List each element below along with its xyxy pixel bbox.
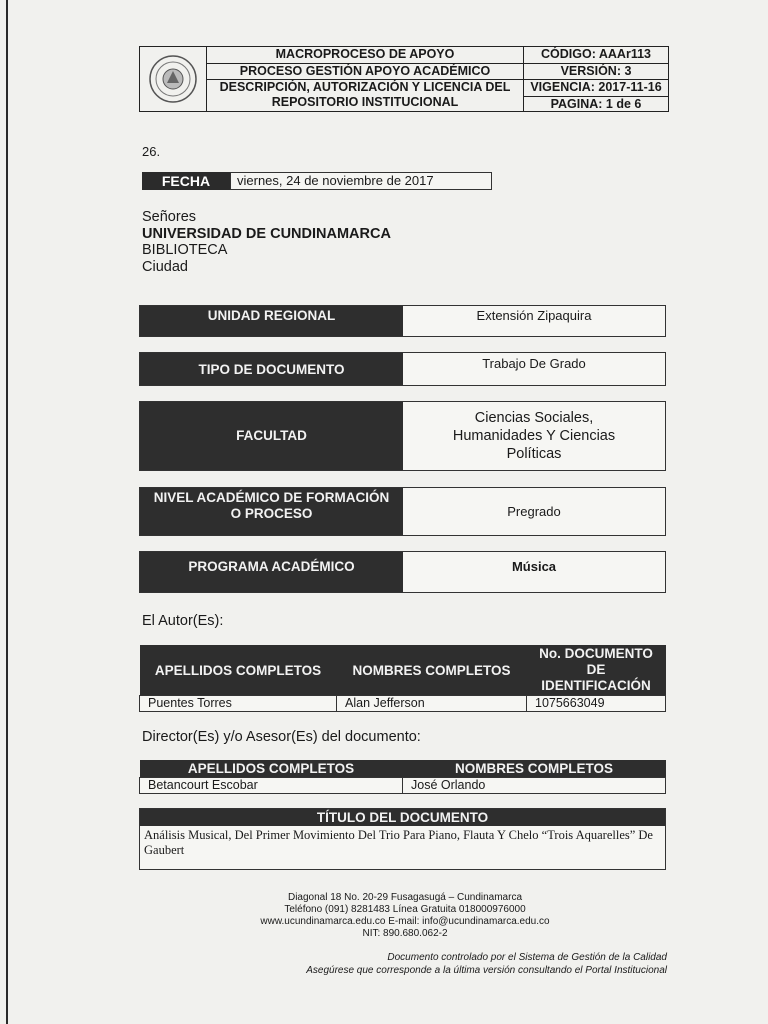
autores-label: El Autor(Es):	[142, 613, 224, 629]
footer-address: Diagonal 18 No. 20-29 Fusagasugá – Cundinamarca	[287, 892, 523, 903]
addressee-library: BIBLIOTECA	[142, 242, 228, 258]
university-seal-logo	[140, 47, 207, 111]
titulo-documento	[139, 808, 666, 870]
nivel-academico-label-line2: O PROCESO	[230, 506, 313, 521]
programa-academico-value: Música	[403, 552, 665, 592]
autor-apellidos: Puentes Torres	[140, 696, 337, 712]
titulo-documento-label: TÍTULO DEL DOCUMENTO	[140, 809, 665, 826]
autores-col-apellidos: APELLIDOS COMPLETOS	[140, 645, 337, 696]
titulo-documento-value: Análisis Musical, Del Primer Movimiento Del Trio Para Piano, Flauta Y Chelo “Trois Aquarelles” De Gaubert	[140, 826, 665, 869]
autores-col-documento	[527, 645, 666, 696]
seal-icon	[147, 53, 199, 105]
field-facultad	[139, 401, 666, 471]
directores-label: Director(Es) y/o Asesor(Es) del documento:	[142, 729, 421, 745]
header-descripcion	[207, 80, 523, 110]
tipo-documento-value: Trabajo De Grado	[403, 353, 665, 385]
autor-documento: 1075663049	[527, 696, 666, 712]
table-row	[140, 696, 666, 712]
fecha-value: viernes, 24 de noviembre de 2017	[230, 172, 492, 190]
quality-note-line2: Asegúrese que corresponde a la última versión consultando el Portal Institucional	[306, 964, 667, 976]
autor-nombres: Alan Jefferson	[337, 696, 527, 712]
nivel-academico-label	[140, 488, 403, 535]
document-number: 26.	[142, 144, 161, 159]
directores-table	[139, 760, 666, 794]
footer-nit: NIT: 890.680.062-2	[362, 928, 448, 939]
document-header	[139, 46, 669, 112]
header-pagina: PAGINA: 1 de 6	[550, 96, 642, 111]
footer-web-email: www.ucundinamarca.edu.co E-mail: info@ucundinamarca.edu.co	[260, 916, 550, 927]
facultad-value-line3: Políticas	[506, 446, 562, 462]
facultad-label: FACULTAD	[140, 402, 403, 470]
facultad-value	[403, 402, 665, 470]
header-macroproceso: MACROPROCESO DE APOYO	[207, 47, 523, 64]
facultad-value-line2: Humanidades Y Ciencias	[452, 428, 616, 444]
autores-header-row	[140, 645, 666, 696]
header-descripcion-line2: REPOSITORIO INSTITUCIONAL	[271, 95, 459, 109]
facultad-value-line1: Ciencias Sociales,	[474, 410, 594, 426]
autores-col-documento-line3: IDENTIFICACIÓN	[541, 678, 651, 693]
page-margin-line	[6, 0, 8, 1024]
footer-phone: Teléfono (091) 8281483 Línea Gratuita 018000976000	[284, 904, 526, 915]
field-unidad-regional	[139, 305, 666, 337]
addressee-salutation: Señores	[142, 209, 197, 225]
field-nivel-academico	[139, 487, 666, 536]
quality-note-line1: Documento controlado por el Sistema de Gestión de la Calidad	[387, 952, 667, 963]
quality-note	[306, 952, 667, 977]
footer-contact	[220, 892, 590, 940]
field-programa-academico	[139, 551, 666, 593]
fecha-label: FECHA	[142, 172, 230, 190]
header-vigencia: VIGENCIA: 2017-11-16	[524, 80, 668, 97]
nivel-academico-value: Pregrado	[403, 488, 665, 535]
director-apellidos: Betancourt Escobar	[140, 778, 403, 794]
autores-col-nombres: NOMBRES COMPLETOS	[337, 645, 527, 696]
nivel-academico-label-line1: NIVEL ACADÉMICO DE FORMACIÓN	[153, 490, 390, 505]
addressee	[142, 209, 391, 275]
fecha-field	[142, 172, 492, 190]
addressee-university: UNIVERSIDAD DE CUNDINAMARCA	[142, 225, 391, 242]
tipo-documento-label: TIPO DE DOCUMENTO	[140, 353, 403, 385]
addressee-city: Ciudad	[142, 258, 188, 275]
field-tipo-documento	[139, 352, 666, 386]
autores-col-documento-line1: No. DOCUMENTO	[539, 646, 653, 661]
programa-academico-label: PROGRAMA ACADÉMICO	[140, 552, 403, 592]
directores-col-apellidos: APELLIDOS COMPLETOS	[140, 760, 403, 778]
unidad-regional-value: Extensión Zipaquira	[403, 306, 665, 336]
table-row	[140, 778, 666, 794]
unidad-regional-label: UNIDAD REGIONAL	[140, 306, 403, 336]
autores-col-documento-line2: DE	[586, 662, 606, 677]
header-version: VERSIÓN: 3	[524, 64, 668, 81]
directores-col-nombres: NOMBRES COMPLETOS	[403, 760, 666, 778]
header-codigo: CÓDIGO: AAAr113	[524, 47, 668, 64]
directores-header-row	[140, 760, 666, 778]
director-nombres: José Orlando	[403, 778, 666, 794]
header-proceso: PROCESO GESTIÓN APOYO ACADÉMICO	[207, 64, 523, 81]
header-descripcion-line1: DESCRIPCIÓN, AUTORIZACIÓN Y LICENCIA DEL	[219, 80, 511, 94]
autores-table	[139, 645, 666, 712]
